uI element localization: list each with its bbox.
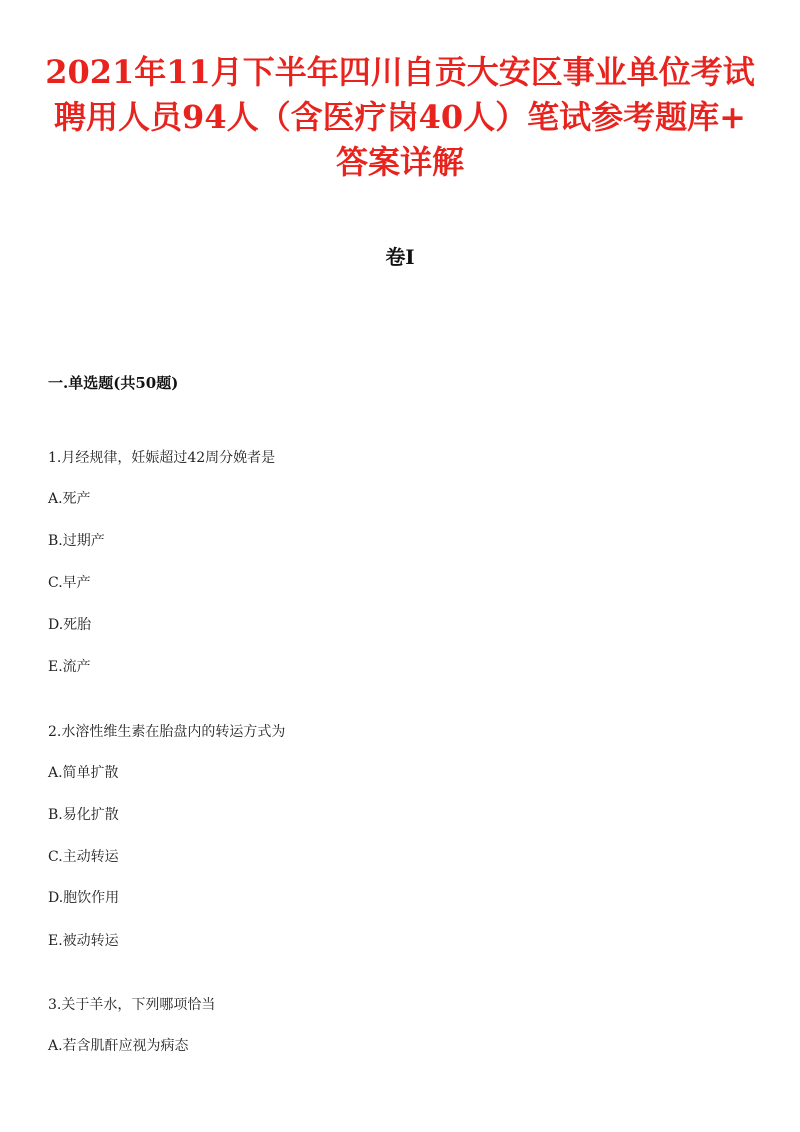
question-1-option-d: D.死胎: [48, 617, 92, 633]
question-2-stem: 2.水溶性维生素在胎盘内的转运方式为: [48, 724, 286, 740]
volume-label: 卷I: [385, 245, 415, 269]
question-2-option-d: D.胞饮作用: [48, 890, 120, 906]
question-3-stem: 3.关于羊水，下列哪项恰当: [48, 997, 216, 1013]
question-1-option-e: E.流产: [48, 659, 91, 675]
title-line-2: 聘用人员94人（含医疗岗40人）笔试参考题库+: [54, 98, 746, 136]
question-2-option-e: E.被动转运: [48, 933, 119, 949]
document-title: [40, 50, 760, 185]
question-3-option-a: A.若含肌酐应视为病态: [48, 1038, 189, 1054]
question-1-option-c: C.早产: [48, 575, 91, 591]
question-2-option-a: A.简单扩散: [48, 765, 119, 781]
section-heading: 一.单选题(共50题): [48, 374, 179, 392]
question-2-option-b: B.易化扩散: [48, 807, 119, 823]
question-2-option-c: C.主动转运: [48, 849, 119, 865]
question-1-option-b: B.过期产: [48, 533, 105, 549]
title-line-3: 答案详解: [335, 143, 464, 181]
question-1-option-a: A.死产: [48, 491, 91, 507]
title-line-1: 2021年11月下半年四川自贡大安区事业单位考试: [45, 53, 755, 91]
question-1-stem: 1.月经规律，妊娠超过42周分娩者是: [48, 450, 276, 466]
